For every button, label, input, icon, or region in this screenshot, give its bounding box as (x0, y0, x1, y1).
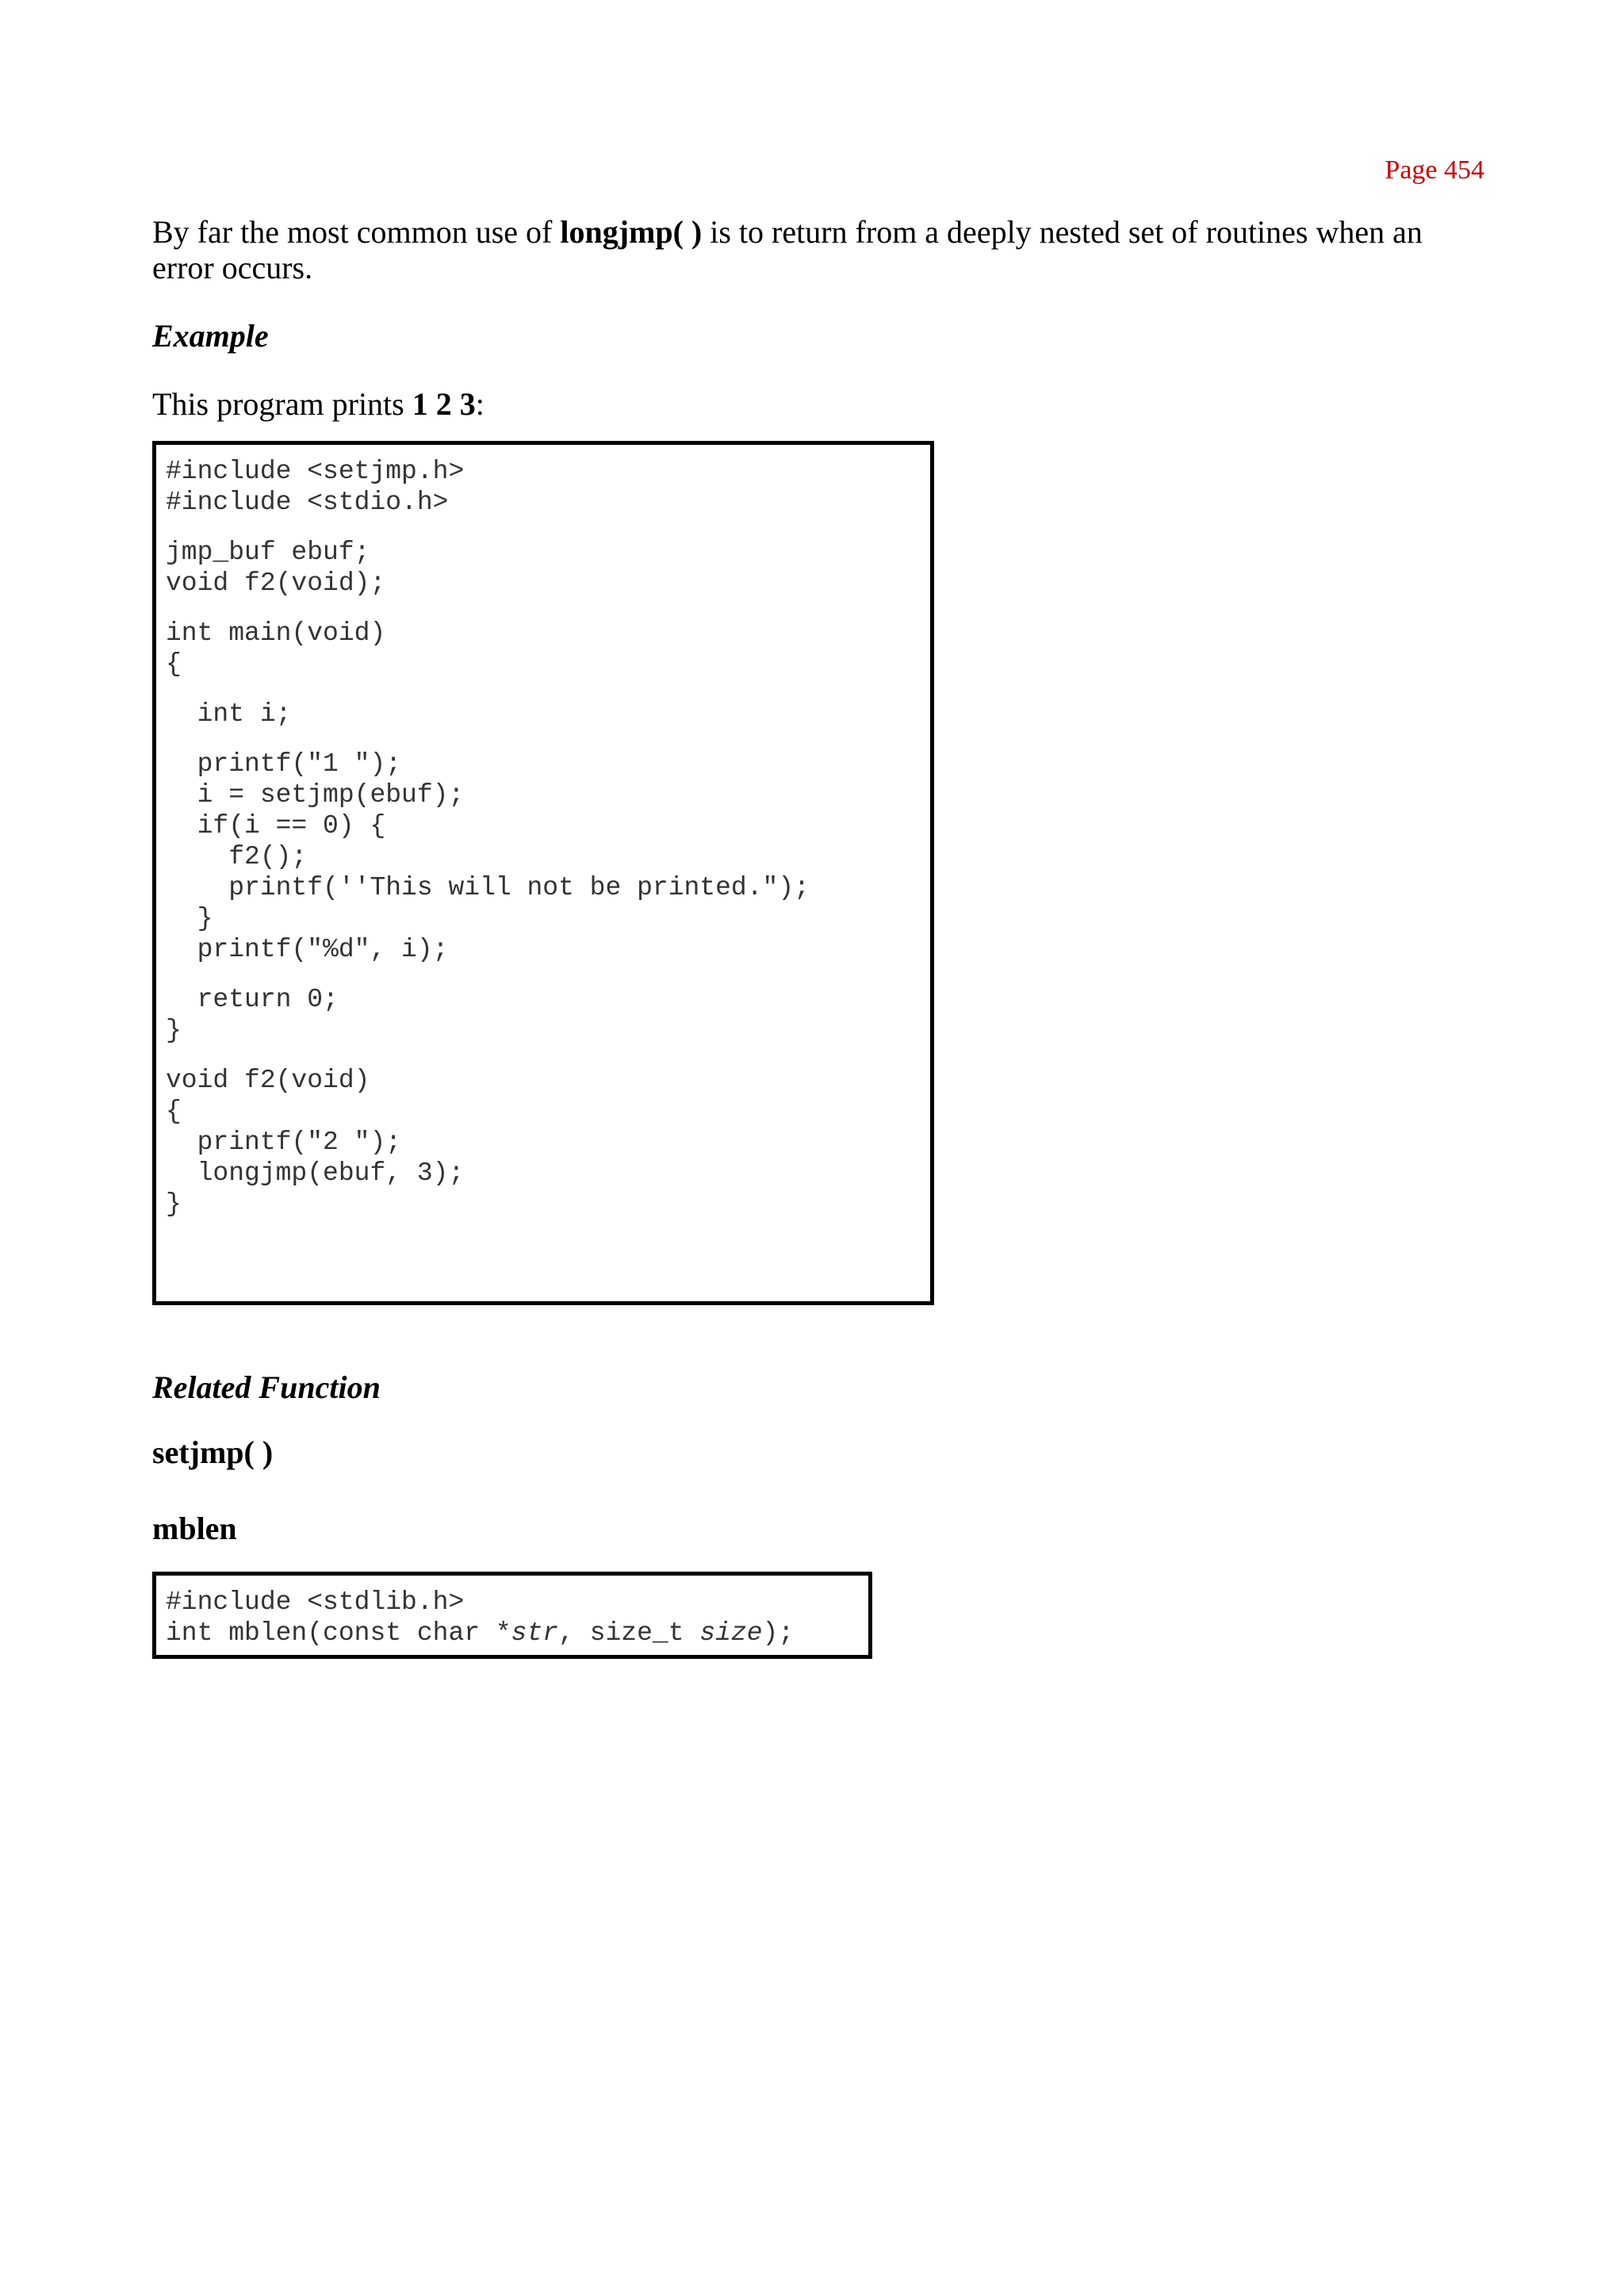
page-content (152, 214, 1484, 1659)
code-line: int i; (166, 699, 292, 729)
prototype-sig-end: ); (762, 1618, 795, 1648)
code-line: if(i == 0) { (166, 811, 386, 841)
page-number: Page 454 (1385, 155, 1484, 185)
code-line: jmp_buf ebuf; (166, 538, 370, 567)
code-line: i = setjmp(ebuf); (166, 780, 465, 810)
code-line (166, 599, 930, 618)
prints-output: 1 2 3 (412, 386, 476, 422)
prototype-line-include: #include <stdlib.h> (166, 1587, 465, 1617)
code-line: void f2(void); (166, 569, 386, 598)
code-line: printf(''This will not be printed."); (166, 873, 810, 902)
code-line: { (166, 1097, 182, 1126)
code-line: f2(); (166, 842, 308, 871)
intro-text-2: is to return from a deeply nested set of routines when an error occurs. (152, 214, 1423, 285)
code-line (166, 730, 930, 749)
code-line: } (166, 1189, 182, 1219)
code-line: #include <stdio.h> (166, 488, 449, 517)
prints-text: This program prints (152, 386, 412, 422)
prints-suffix: : (475, 386, 485, 422)
code-line: printf("%d", i); (166, 935, 449, 964)
related-function-heading: Related Function (152, 1369, 381, 1405)
intro-bold-longjmp: longjmp( ) (560, 214, 703, 250)
code-line: } (166, 904, 213, 933)
intro-paragraph (152, 214, 1484, 285)
code-line: { (166, 649, 182, 679)
example-code-block (152, 441, 934, 1305)
code-line: int main(void) (166, 618, 386, 648)
code-line: longjmp(ebuf, 3); (166, 1158, 465, 1188)
intro-text-1: By far the most common use of (152, 214, 561, 250)
code-line: return 0; (166, 985, 339, 1014)
code-line: printf("1 "); (166, 749, 402, 779)
code-line (166, 680, 930, 699)
code-line: #include <setjmp.h> (166, 457, 465, 486)
code-line (166, 1046, 930, 1065)
code-line (166, 965, 930, 984)
prototype-param-str: str (511, 1618, 559, 1648)
related-function-name: setjmp( ) (152, 1434, 274, 1470)
code-line: printf("2 "); (166, 1128, 402, 1157)
mblen-prototype-block (152, 1572, 872, 1659)
function-title-mblen: mblen (152, 1511, 237, 1546)
code-line (166, 518, 930, 537)
code-line: } (166, 1016, 182, 1045)
code-line: void f2(void) (166, 1066, 370, 1095)
example-heading: Example (152, 318, 269, 354)
prototype-param-size: size (699, 1618, 763, 1648)
prototype-line-signature (166, 1618, 868, 1649)
prints-sentence (152, 385, 1484, 423)
prototype-sig-start: int mblen(const char * (166, 1618, 511, 1648)
prototype-sig-mid: , size_t (558, 1618, 700, 1648)
